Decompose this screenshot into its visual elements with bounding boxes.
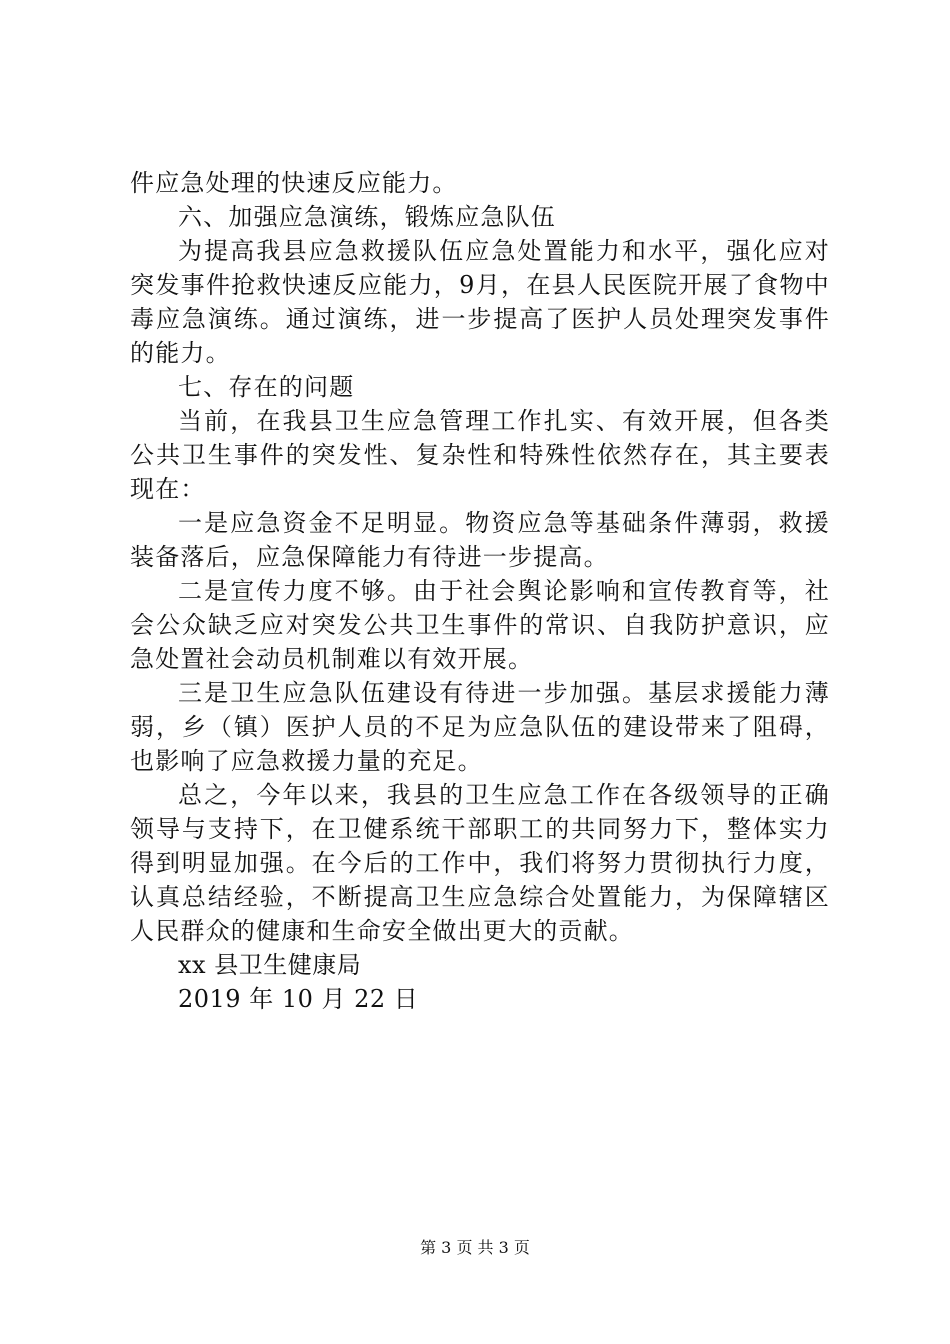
paragraph-conclusion: 总之，今年以来，我县的卫生应急工作在各级领导的正确领导与支持下，在卫健系统干部职工的共同努力下，整体实力得到明显加强。在今后的工作中，我们将努力贯彻执行力度，认真总结经验，不断提高卫生应急综合处置能力，为保障辖区人民群众的健康和生命安全做出更大的贡献。 xyxy=(130,781,830,945)
paragraph-problem-two: 二是宣传力度不够。由于社会舆论影响和宣传教育等，社会公众缺乏应对突发公共卫生事件的常识、自我防护意识，应急处置社会动员机制难以有效开展。 xyxy=(130,577,830,673)
signature-date: 2019 年 10 月 22 日 xyxy=(178,985,419,1013)
paragraph-problems-intro: 当前，在我县卫生应急管理工作扎实、有效开展，但各类公共卫生事件的突发性、复杂性和特殊性依然存在，其主要表现在： xyxy=(130,407,830,503)
paragraph-problem-one: 一是应急资金不足明显。物资应急等基础条件薄弱，救援装备落后，应急保障能力有待进一步提高。 xyxy=(130,509,830,571)
section-heading-six: 六、加强应急演练，锻炼应急队伍 xyxy=(178,203,556,231)
page-footer xyxy=(0,1237,950,1259)
page-number-label: 第 3 页 共 3 页 xyxy=(420,1238,530,1257)
paragraph-problem-three: 三是卫生应急队伍建设有待进一步加强。基层求援能力薄弱，乡（镇）医护人员的不足为应急队伍的建设带来了阻碍，也影响了应急救援力量的充足。 xyxy=(130,679,830,775)
paragraph-continuation: 件应急处理的快速反应能力。 xyxy=(130,169,458,197)
paragraph-drill: 为提高我县应急救援队伍应急处置能力和水平，强化应对突发事件抢救快速反应能力，9月，在县人民医院开展了食物中毒应急演练。通过演练，进一步提高了医护人员处理突发事件的能力。 xyxy=(130,237,830,367)
section-heading-seven: 七、存在的问题 xyxy=(178,373,355,401)
document-body xyxy=(130,166,830,1016)
signature-organization: xx 县卫生健康局 xyxy=(178,951,362,979)
